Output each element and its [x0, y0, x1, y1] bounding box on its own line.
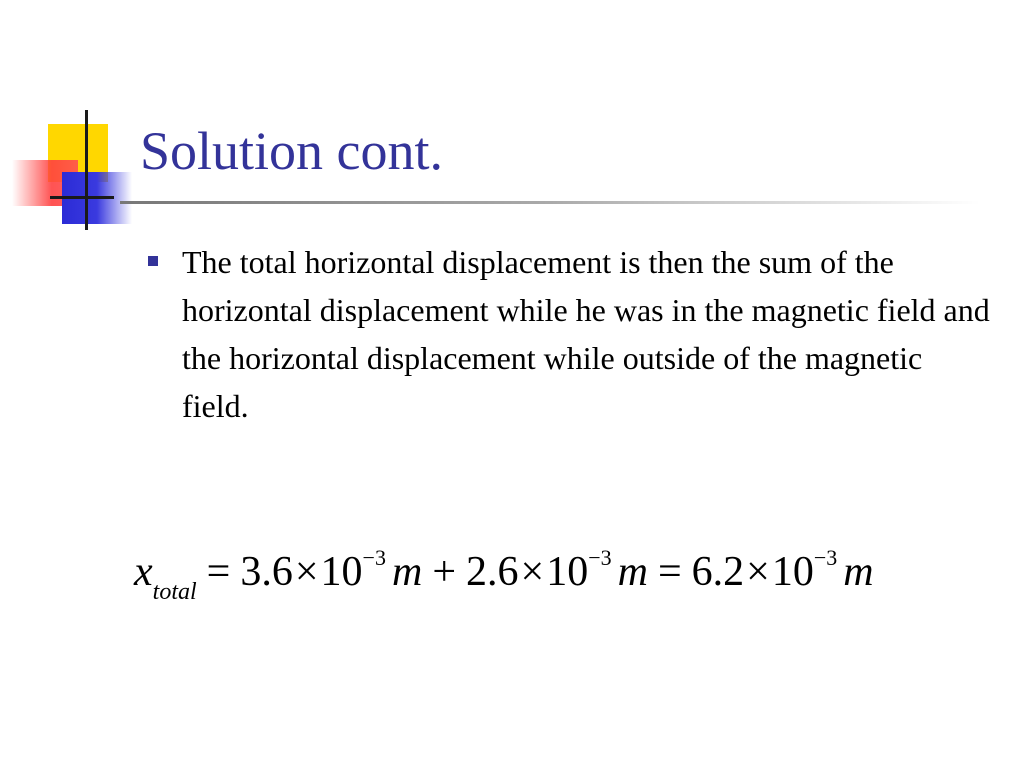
- bullet-text: The total horizontal displacement is then the sum of the horizontal displacement while he was in the magnetic field and the horizontal displacement while outside of the magnetic field.: [182, 244, 990, 424]
- title-underline: [120, 201, 980, 204]
- slide-title: Solution cont.: [140, 121, 444, 181]
- equation-term-3-base: 10: [771, 549, 814, 595]
- bullet-square-icon: [148, 256, 158, 266]
- equation-term-3-coef: 6.2: [691, 549, 745, 595]
- equation-plus: +: [432, 549, 456, 595]
- equation-lhs-variable: x: [134, 549, 153, 595]
- equation-term-3-unit: m: [843, 549, 874, 595]
- equation-term-2-base: 10: [546, 549, 589, 595]
- equation-term-2-coef: 2.6: [466, 549, 519, 595]
- equation-term-1-unit: m: [391, 549, 423, 595]
- logo-horizontal-line: [50, 196, 114, 199]
- equation-term-2-exponent: −3: [588, 545, 612, 570]
- equation-term-1-base: 10: [320, 549, 363, 595]
- logo-vertical-line: [85, 110, 88, 230]
- equation-term-2-unit: m: [617, 549, 648, 595]
- equation-term-2-times: ×: [520, 549, 545, 595]
- equation-term-3-times: ×: [746, 549, 770, 595]
- bullet-list: [144, 238, 994, 430]
- equation-lhs-subscript: total: [152, 579, 197, 605]
- equation-term-1-exponent: −3: [362, 545, 386, 570]
- equation-equals-2: =: [657, 549, 682, 595]
- equation: [134, 545, 1014, 618]
- bullet-item: [144, 238, 994, 430]
- equation-term-3-exponent: −3: [813, 545, 838, 570]
- equation-term-1-coef: 3.6: [240, 549, 293, 595]
- equation-term-1-times: ×: [294, 549, 319, 595]
- equation-equals-1: =: [206, 549, 231, 595]
